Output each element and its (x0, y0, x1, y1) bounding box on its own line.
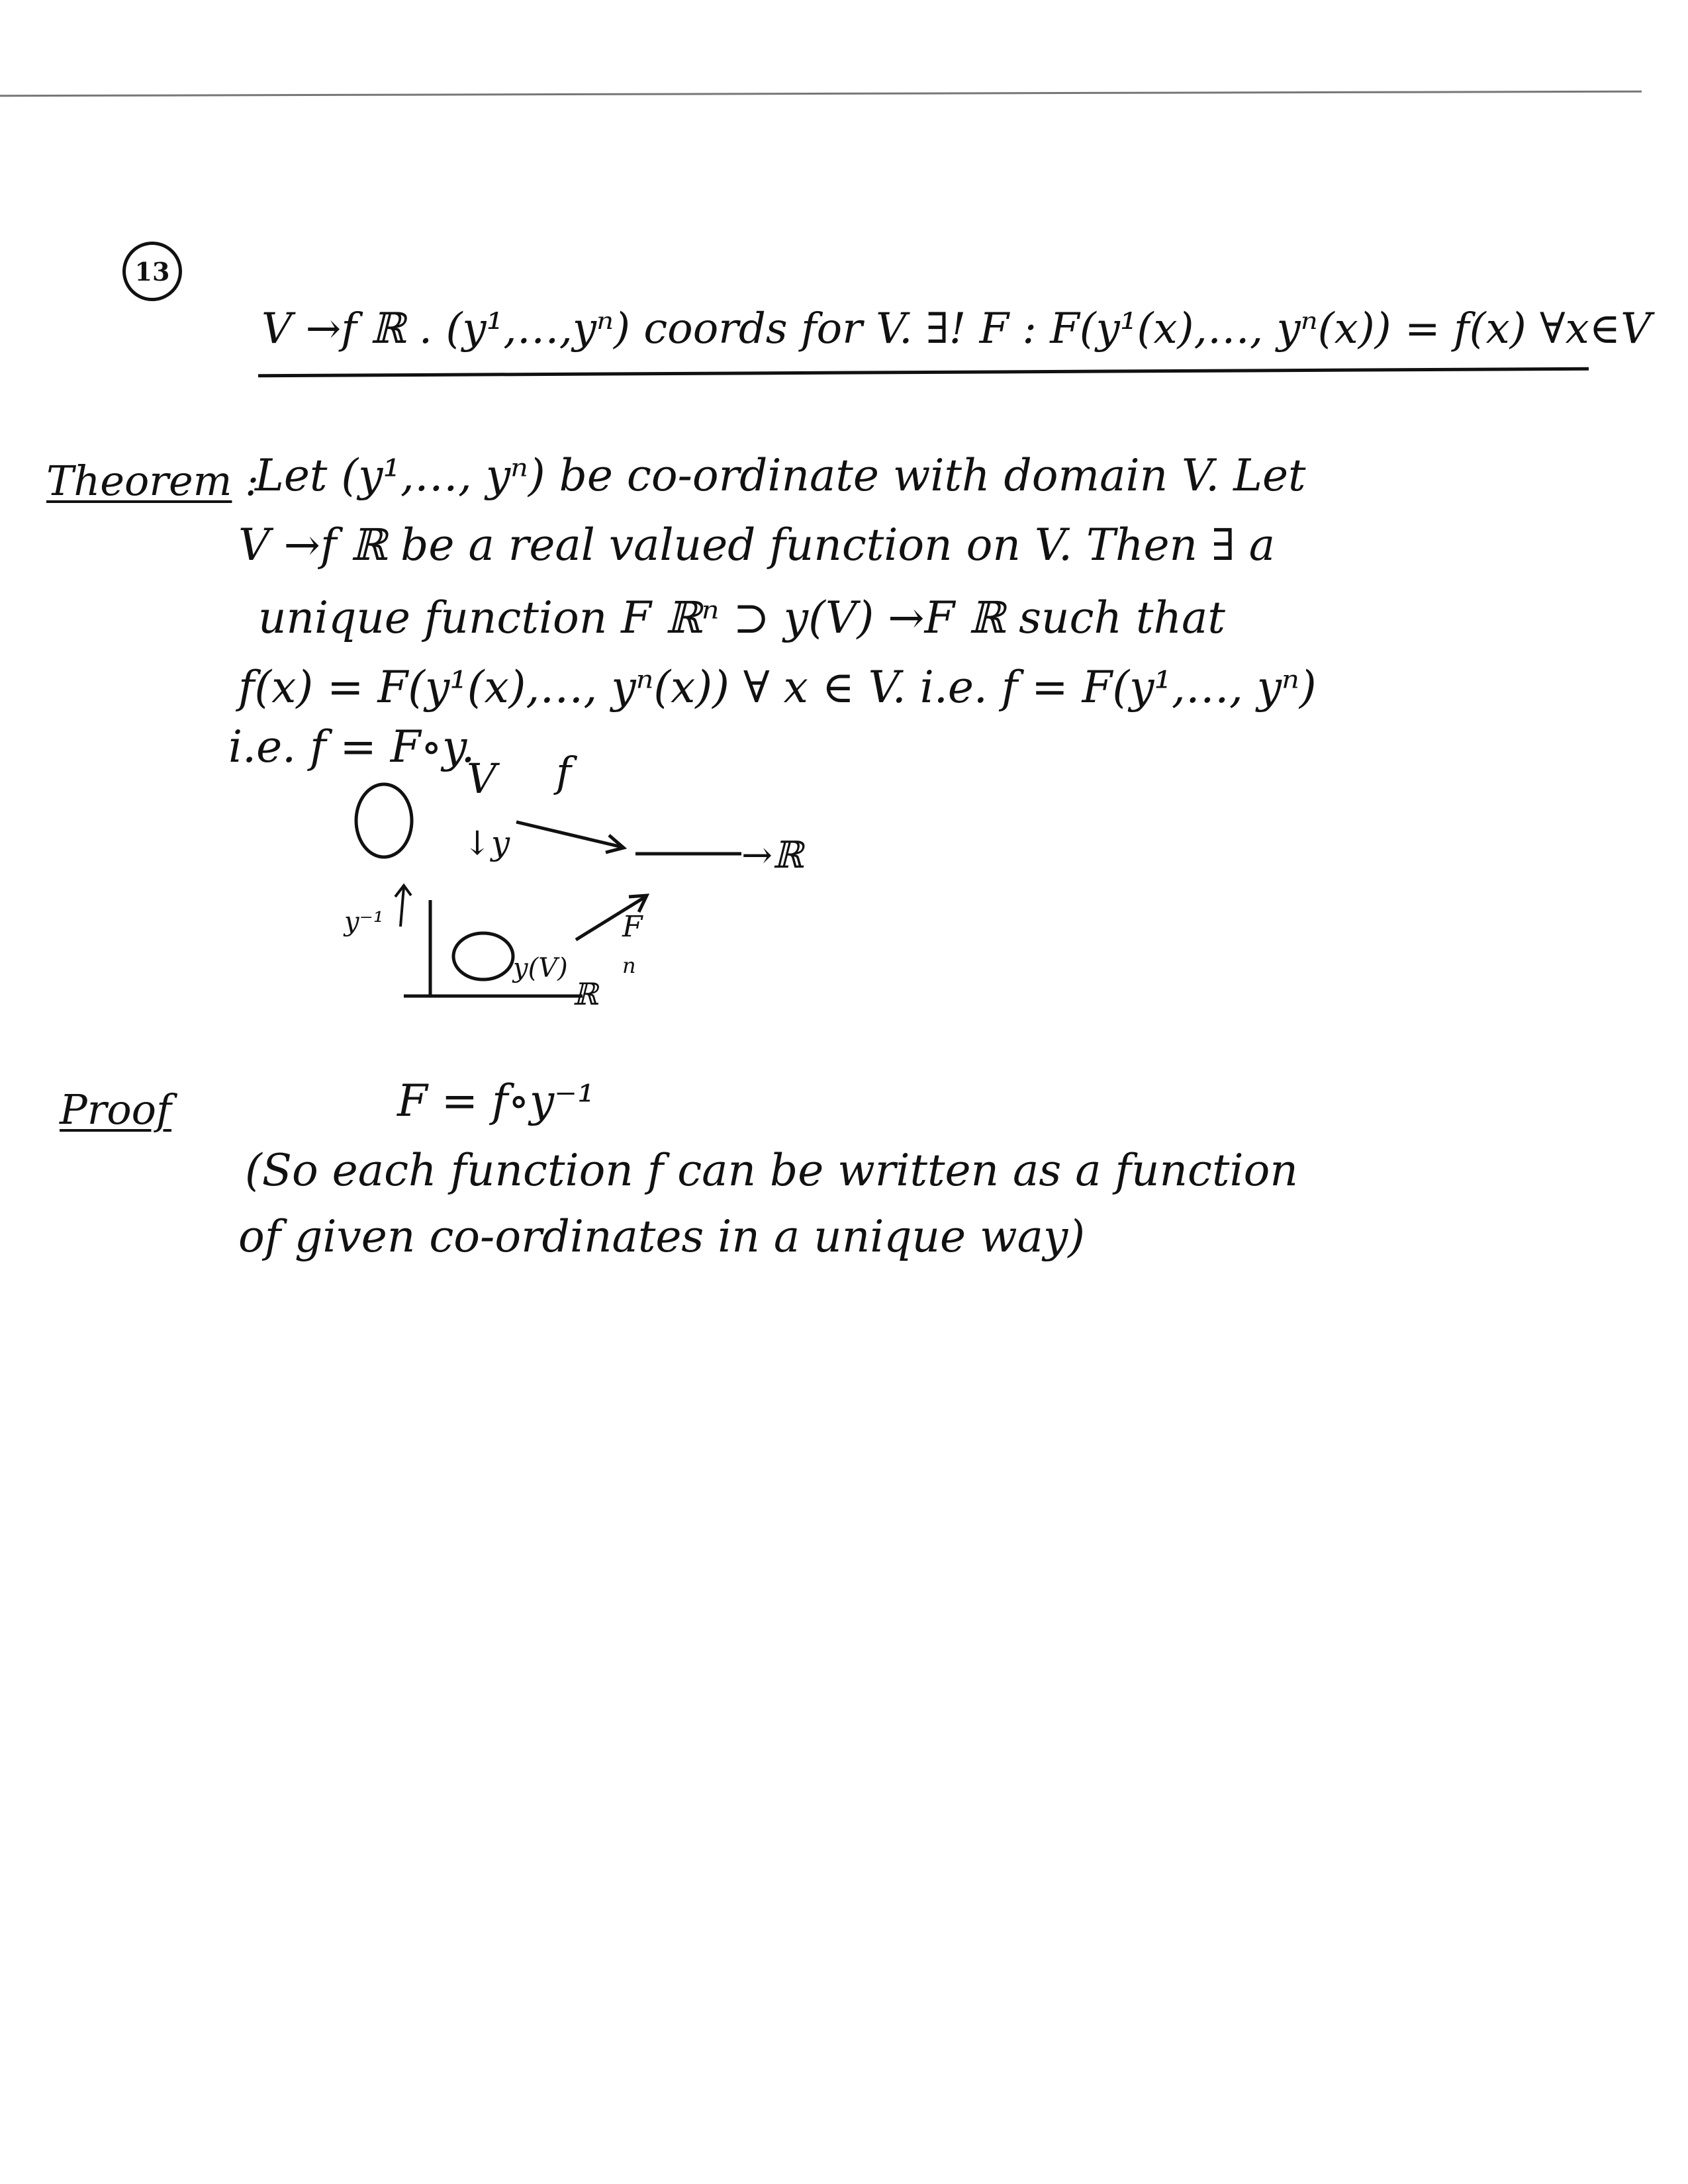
theorem-line-5: i.e. f = F∘y. (228, 721, 475, 772)
theorem-label-block (46, 457, 259, 505)
diagram-label-f: f (556, 748, 571, 796)
diagram-label-n: n (622, 953, 636, 978)
heading: V →f ℝ . (y¹,…,yⁿ) coords for V. ∃! F : F(y¹(x),…, yⁿ(x)) = f(x) ∀x∈V (261, 304, 1652, 353)
diagram-label-V: V (467, 754, 496, 803)
page-number (122, 242, 182, 301)
proof-line-2: (So each function f can be written as a function (245, 1145, 1298, 1196)
diagram-label-rn: ℝ (573, 976, 598, 1012)
arrow-y-inverse (400, 887, 404, 927)
theorem-line-4: f(x) = F(y¹(x),…, yⁿ(x)) ∀ x ∈ V. i.e. f = F(y¹,…, yⁿ) (238, 662, 1317, 713)
commutative-diagram (331, 748, 861, 1013)
top-rule (0, 91, 1642, 97)
theorem-line-1: Let (y¹,…, yⁿ) be co-ordinate with domain V. Let (255, 450, 1306, 501)
diagram-label-y: ↓y (463, 824, 510, 862)
proof-line-1: F = f∘y⁻¹ (397, 1075, 595, 1126)
page-number-text: 13 (134, 256, 170, 287)
theorem-line-3: unique function F ℝⁿ ⊃ y(V) →F ℝ such that (258, 592, 1225, 643)
diagram-label-y-inverse: y⁻¹ (344, 907, 384, 937)
proof-line-3: of given co-ordinates in a unique way) (238, 1211, 1085, 1262)
heading-underline (258, 367, 1589, 378)
theorem-line-2: V →f ℝ be a real valued function on V. Then ∃ a (238, 520, 1276, 570)
diagram-label-target-r: →ℝ (741, 834, 804, 877)
proof-label: Proof (60, 1085, 171, 1134)
theorem-separator: : (245, 457, 259, 505)
image-region (453, 933, 513, 979)
theorem-label: Theorem (46, 457, 232, 505)
domain-circle (356, 784, 412, 857)
arrow-f (516, 822, 622, 847)
diagram-label-yV: y(V) (513, 953, 568, 983)
diagram-label-F: F (622, 910, 643, 944)
diagram-drawing (331, 761, 861, 1013)
